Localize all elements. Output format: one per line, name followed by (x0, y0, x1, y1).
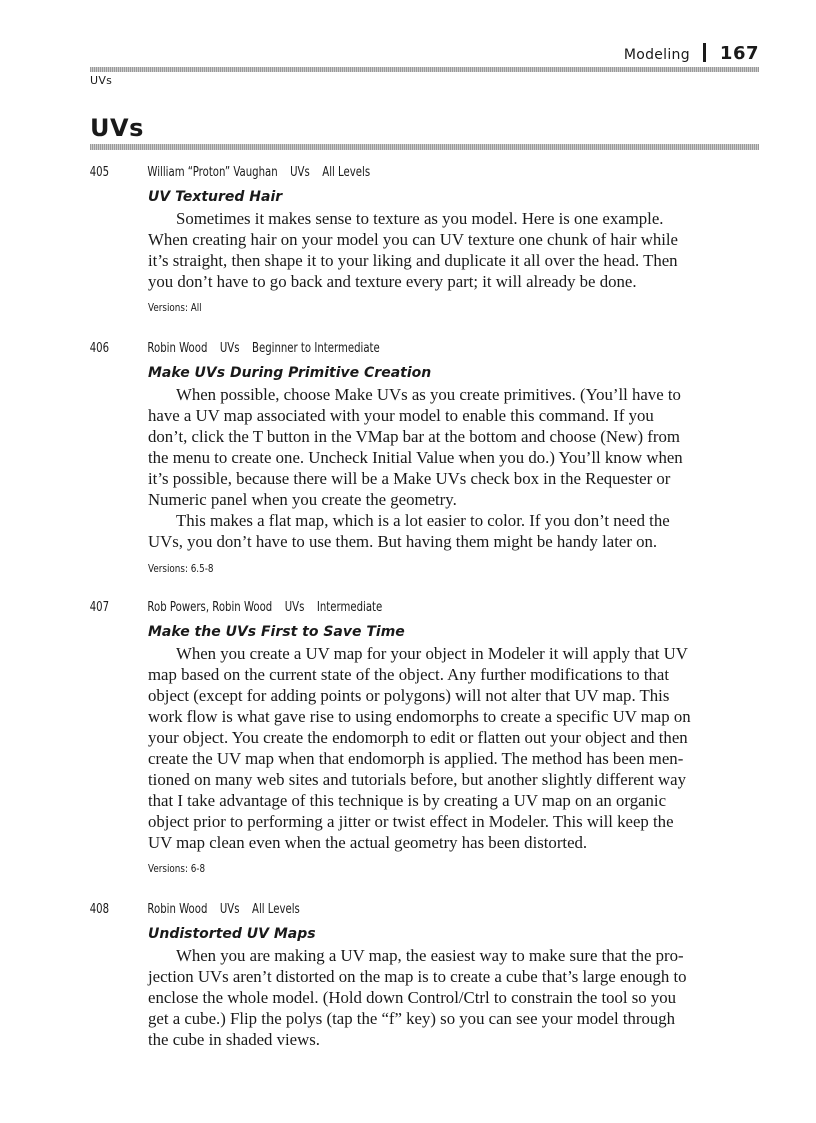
tip-category: UVs (219, 341, 240, 356)
page-number: 167 (719, 43, 759, 64)
tip-byline (147, 341, 379, 356)
tip-level: Intermediate (316, 600, 383, 615)
text-line: it’s straight, then shape it to your liking and duplicate it all over the head. Then (148, 251, 678, 270)
tip-category: UVs (219, 902, 240, 917)
tip-meta (0, 341, 636, 359)
text-line: map based on the current state of the object. Any further modifications to that (148, 665, 669, 684)
text-line: get a cube.) Flip the polys (tap the “f” key) so you can see your model through (148, 1009, 676, 1028)
text-line: you don’t have to go back and texture every part; it will already be done. (148, 272, 637, 291)
header-rule (90, 67, 759, 72)
running-head (90, 40, 759, 66)
tip-author: William “Proton” Vaughan (147, 165, 278, 180)
text-line: object prior to performing a jitter or twist effect in Modeler. This will keep the (148, 812, 674, 831)
tip-title: Make UVs During Primitive Creation (148, 365, 432, 381)
tip-paragraph (148, 643, 760, 853)
text-line: that I take advantage of this technique is by creating a UV map on an organic (148, 791, 667, 810)
tip-versions: Versions: All (148, 301, 202, 314)
tip-body (148, 208, 760, 292)
tip-meta (0, 600, 636, 618)
text-line: it’s possible, because there will be a Make UVs check box in the Requester or (148, 469, 671, 488)
text-line: Sometimes it makes sense to texture as you model. Here is one example. (176, 209, 664, 228)
tip-paragraph (148, 384, 760, 510)
tip-byline (147, 165, 370, 180)
text-line: object (except for adding points or polygons) will not alter that UV map. This (148, 686, 670, 705)
chapter-name: Modeling (623, 47, 690, 63)
tip-title: Undistorted UV Maps (148, 926, 316, 942)
tip-title: Make the UVs First to Save Time (148, 624, 405, 640)
tip-category: UVs (284, 600, 305, 615)
tip-meta (0, 165, 636, 183)
tip-number: 408 (89, 902, 110, 917)
text-line: tioned on many web sites and tutorials before, but another slightly different way (148, 770, 686, 789)
running-section-label: UVs (90, 74, 113, 87)
tip-paragraph (148, 945, 760, 1050)
tip-versions: Versions: 6-8 (148, 862, 206, 875)
text-line: When you are making a UV map, the easiest way to make sure that the pro- (176, 946, 684, 965)
text-line: Numeric panel when you create the geometry. (148, 490, 457, 509)
tip-number: 406 (89, 341, 110, 356)
text-line: When you create a UV map for your object in Modeler it will apply that UV (176, 644, 688, 663)
text-line: UV map clean even when the actual geometry has been distorted. (148, 833, 588, 852)
text-line: When creating hair on your model you can UV texture one chunk of hair while (148, 230, 678, 249)
tip-number: 405 (89, 165, 110, 180)
running-head-divider (703, 43, 706, 62)
text-line: your object. You create the endomorph to edit or flatten out your object and then (148, 728, 688, 747)
text-line: jection UVs aren’t distorted on the map is to create a cube that’s large enough to (148, 967, 687, 986)
text-line: create the UV map when that endomorph is applied. The method has been men- (148, 749, 684, 768)
text-line: don’t, click the T button in the VMap bar at the bottom and choose (New) from (148, 427, 680, 446)
section-title: UVs (90, 114, 144, 142)
tip-number: 407 (89, 600, 110, 615)
tip-body (148, 945, 760, 1050)
text-line: the menu to create one. Uncheck Initial Value when you do.) You’ll know when (148, 448, 683, 467)
tip-byline (147, 902, 299, 917)
tip-level: All Levels (322, 165, 371, 180)
tip-paragraph (148, 510, 760, 552)
text-line: the cube in shaded views. (148, 1030, 320, 1049)
text-line: work flow is what gave rise to using endomorphs to create a specific UV map on (148, 707, 691, 726)
tip-title: UV Textured Hair (148, 189, 283, 205)
tip-level: All Levels (252, 902, 300, 917)
tip-body (148, 643, 760, 853)
text-line: When possible, choose Make UVs as you create primitives. (You’ll have to (176, 385, 681, 404)
tip-author: Robin Wood (147, 902, 208, 917)
section-rule (90, 144, 759, 150)
tip-author: Robin Wood (147, 341, 208, 356)
tip-author: Rob Powers, Robin Wood (147, 600, 273, 615)
tip-versions: Versions: 6.5-8 (148, 562, 214, 575)
tip-body (148, 384, 760, 552)
tip-meta (0, 902, 636, 920)
tip-paragraph (148, 208, 760, 292)
text-line: UVs, you don’t have to use them. But having them might be handy later on. (148, 532, 658, 551)
tip-byline (147, 600, 382, 615)
tip-category: UVs (290, 165, 310, 180)
text-line: This makes a flat map, which is a lot easier to color. If you don’t need the (176, 511, 670, 530)
text-line: have a UV map associated with your model to enable this command. If you (148, 406, 654, 425)
tip-level: Beginner to Intermediate (252, 341, 380, 356)
text-line: enclose the whole model. (Hold down Control/Ctrl to constrain the tool so you (148, 988, 677, 1007)
